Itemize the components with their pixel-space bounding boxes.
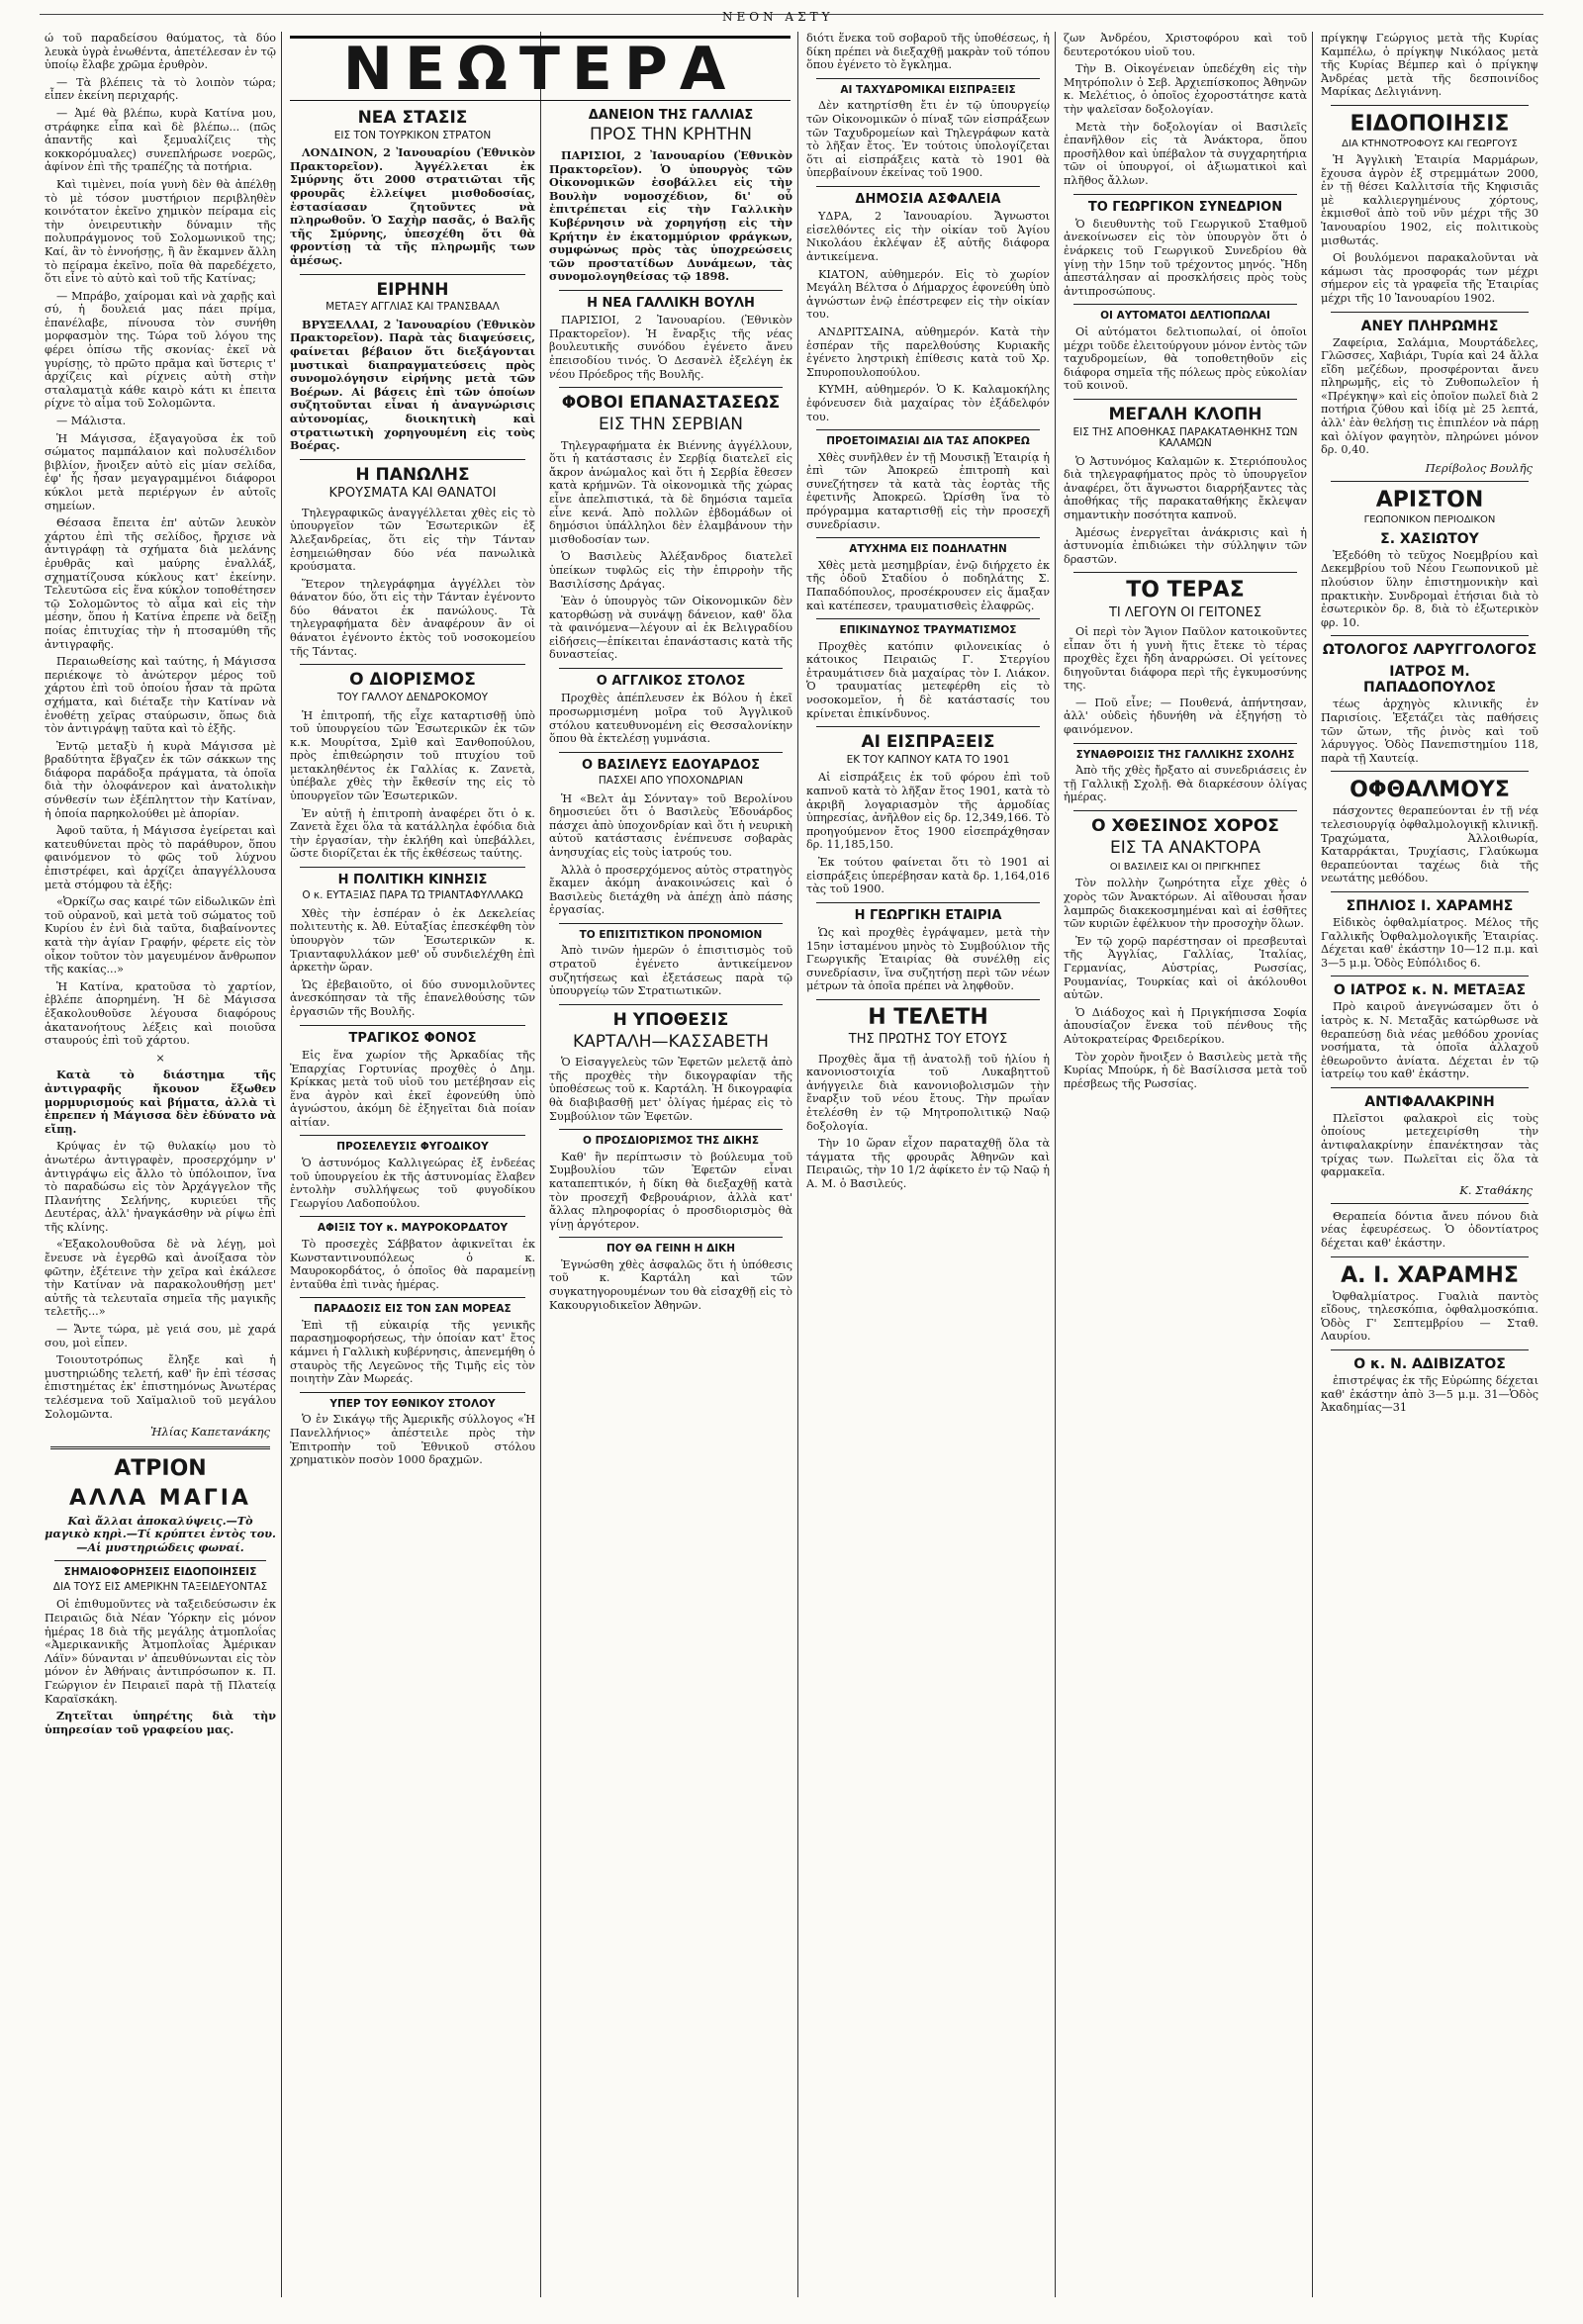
paragraph: Καὶ τιμὲνει, ποία γυνὴ δὲν θὰ ἀπέλθῃ τὸ μὲ τόσον μυστήριον περιβληθὲν κοινότατον ἐκεῖνο χημικὸν πείραμα εἰς τὴν ὀνειρευτικὴν δύναμιν τῆς πολυπράγμονος τοῦ Σολομωνικοῦ της; Καί, ἂν τὸ ἐννοήσῃς, ἢ ἂν ἔκαμνεν ἄλλη τὸ πείραμα ἐκεῖνο, ποῖα θὰ παρεδέχετο, ὅτι εἶνε τὸ αὐτὸ καὶ τοῦ τῆς Κατίνας; — [45, 177, 276, 286]
article-subheading: ΠΡΟΣ ΤΗΝ ΚΡΗΤΗΝ — [590, 125, 752, 145]
paragraph: ΛΟΝΔΙΝΟΝ, 2 Ἰανουαρίου (Ἐθνικὸν Πρακτορεῖον). Ἀγγέλλεται ἐκ Σμύρνης ὅτι 2000 στρατιῶται τῆς φρουρᾶς ἐλλείψει μισθοδοσίας, ἐστασίασαν ζητοῦντες νὰ πληρωθοῦν. Ὁ Σαχὴρ πασᾶς, ὁ Βαλῆς τῆς Σμύρνης, ὑπεσχέθη ὅτι θὰ φροντίσῃ τὰ τῆς πληρωμῆς των ἀμέσως. — [290, 145, 535, 267]
ad-name: Σ. ΧΑΣΙΩΤΟΥ — [1380, 530, 1479, 547]
article-headline: Η ΓΕΩΡΓΙΚΗ ΕΤΑΙΡΙΑ — [854, 907, 1002, 923]
paragraph: Ὁ Εἰσαγγελεὺς τῶν Ἐφετῶν μελετᾷ ἀπὸ τῆς προχθὲς τὴν δικογραφίαν τῆς ὑποθέσεως τοῦ κ. Καρτάλη. Ἡ δικογραφία θὰ διαβιβασθῇ μετ' ὀλίγας ἡμέρας εἰς τὸ Συμβούλιον τῶν Ἐφετῶν. — [549, 1056, 792, 1123]
ad-headline: ΩΤΟΛΟΓΟΣ ΛΑΡΥΓΓΟΛΟΓΟΣ — [1322, 642, 1537, 659]
column-5 — [1059, 32, 1312, 2297]
article-subheading: ΚΡΟΥΣΜΑΤΑ ΚΑΙ ΘΑΝΑΤΟΙ — [328, 486, 497, 502]
section-separator: × — [155, 1051, 165, 1065]
divider — [300, 1025, 525, 1026]
paragraph: Χθὲς συνῆλθεν ἐν τῇ Μουσικῇ Ἑταιρίᾳ ἡ ἐπὶ τῶν Ἀποκρεῶ ἐπιτροπὴ καὶ συνεζήτησεν τὰ κατὰ τὰς ἑορτὰς τῆς ἐφετινῆς Ἀποκρεῶ. Ὡρίσθη ἵνα τὸ πρόγραμμα καταρτισθῇ εἰς τὴν προσεχῆ συνεδρίασιν. — [806, 450, 1050, 531]
paragraph: Οἱ ἐπιθυμοῦντες νὰ ταξειδεύσωσιν ἐκ Πειραιῶς διὰ Νέαν Ὑόρκην εἰς μόνον ἡμέρας 18 διὰ τῆς μεγάλης ἀτμοπλοΐας «Ἀμερικανικῆς Ἀτμοπλοΐας Ἀμέρικαν Λάϊν» δύνανται ν' ἀπευθύνωνται εἰς τὸν μόνον ἐν Ἀθήναις ἀντιπρόσωπον κ. Π. Γεώργιον ἐν Πειραιεῖ παρὰ τῇ Πλατείᾳ Καραϊσκάκη. — [45, 1598, 276, 1706]
article-headline: Ο ΠΡΟΣΔΙΟΡΙΣΜΟΣ ΤΗΣ ΔΙΚΗΣ — [582, 1135, 759, 1148]
article-subheading: ΚΑΡΤΑΛΗ—ΚΑΣΣΑΒΕΤΗ — [573, 1031, 769, 1052]
paragraph: Τηλεγραφικῶς ἀναγγέλλεται χθὲς εἰς τὸ ὑπουργεῖον τῶν Ἐσωτερικῶν ἐξ Ἀλεξανδρείας, ὅτι εἰς τὴν Τάνταν ἐσημειώθησαν δύο νέα πανωλικὰ κρούσματα. — [290, 506, 535, 574]
paragraph: Τὴν Β. Οἰκογένειαν ὑπεδέχθη εἰς τὴν Μητρόπολιν ὁ Σεβ. Ἀρχιεπίσκοπος Ἀθηνῶν κ. Μελέτιος, ὁ ὁποῖος ἐχοροστάτησε κατὰ τὴν ψαλεῖσαν δοξολογίαν. — [1064, 62, 1307, 116]
page-marker: ΝΕΟΝ ΑΣΤΥ — [722, 10, 834, 24]
column-3 — [544, 103, 797, 2297]
ad-signature: Κ. Σταθάκης — [1459, 1182, 1533, 1197]
divider — [816, 429, 1040, 430]
paragraph: Ὁ Ἀστυνόμος Καλαμῶν κ. Στεριόπουλος διὰ τηλεγραφήματος πρὸς τὸ ὑπουργεῖον ἀναφέρει, ὅτι ἄγνωστοι διαρρήξαντες τὰς ἀποθήκας τῆς παρακαταθήκης ἔκλεψαν σημαντικὴν ποσότητα καπνοῦ. — [1064, 454, 1307, 522]
article-headline: ΥΠΕΡ ΤΟΥ ΕΘΝΙΚΟΥ ΣΤΟΛΟΥ — [329, 1397, 496, 1410]
paragraph: ΑΝΔΡΙΤΣΑΙΝΑ, αὐθημερόν. Κατὰ τὴν ἑσπέραν τῆς παρελθούσης Κυριακῆς ἐγένετο ληστρικὴ ἐπίθεσις κατὰ τοῦ Χρ. Σπυροπουλοπούλου. — [806, 325, 1050, 379]
article-headline: Ο ΔΙΟΡΙΣΜΟΣ — [349, 670, 476, 691]
paragraph: Εἰς ἕνα χωρίον τῆς Ἀρκαδίας τῆς Ἐπαρχίας Γορτυνίας προχθὲς ὁ Δημ. Κρίκκας μετὰ τοῦ υἱοῦ του μετέβησαν εἰς ἕνα ἀγρὸν καὶ ἐκεῖ ἐφονεύθη ὑπὸ ἀγνώστου, ἀκόμη δὲ ἐξηγεῖται διὰ ποίαν αἰτίαν. — [290, 1048, 535, 1129]
article-headline: ΣΥΝΑΘΡΟΙΣΙΣ ΤΗΣ ΓΑΛΛΙΚΗΣ ΣΧΟΛΗΣ — [1075, 748, 1295, 761]
paragraph: — Μπράβο, χαίρομαι καὶ νὰ χαρῇς καὶ σύ, ἡ δουλειά μας πάει πρίμα, ἐπανέλαβε, πίνουσα τὸν συνήθη μορφασμὸν της. Τώρα τοῦ λόγου της φέρει ὀπίσω τῆς σκονίας· ἐκεῖ νὰ γυρίσῃς, τὸ πρῶτο πρᾶμα καὶ ὕστερις τ' ἀρχίζεις καὶ ρίχνεις αὐτὴ στὴν σταλαματιὰ κάθε καιρὸ κάτι κι ἐπειτα ρίχνε τὸ αἷμα τοῦ Σολομῶντα. — [45, 289, 276, 411]
paragraph: Οἱ αὐτόματοι δελτιοπωλαί, οἱ ὁποῖοι μέχρι τοῦδε ἐλειτούργουν μόνον ἐντὸς τῶν ταχυδρομείων, θὰ τοποθετηθοῦν εἰς διάφορα σημεῖα τῆς πόλεως πρὸς εὐκολίαν τοῦ κοινοῦ. — [1064, 325, 1307, 393]
ad-text: τέως ἀρχηγὸς κλινικῆς ἐν Παρισίοις. Ἐξετάζει τὰς παθήσεις τῶν ὤτων, τῆς ῥινὸς καὶ τοῦ λάρυγγος. Ὁδὸς Πανεπιστημίου 118, παρὰ τῇ Χαυτείᾳ. — [1321, 697, 1538, 765]
paragraph: ΚΥΜΗ, αὐθημερόν. Ὁ Κ. Καλαμοκήλης ἐφόνευσεν διὰ μαχαίρας τὸν ἐξάδελφόν του. — [806, 383, 1050, 423]
divider — [816, 78, 1040, 79]
ad-name: ΙΑΤΡΟΣ Μ. ΠΑΠΑΔΟΠΟΥΛΟΣ — [1363, 664, 1496, 697]
paragraph: «Ὀρκίζω σας καιρέ τῶν εἰδωλικῶν ἐπὶ τοῦ οὐρανοῦ, καὶ μετὰ τοῦ σώματος τοῦ Κυρίου ἐν ἐνὶ διὰ ταῦτα, διαβαίνοντες κατὰ τὴν ἁγίαν Γραφήν, φέρετε εἰς τὸν οἶκον τοῦτον τὸν μαγευμένον ἄνθρωπον τῆς κακίας...» — [45, 895, 276, 976]
ad-headline: ΑΝΕΥ ΠΛΗΡΩΜΗΣ — [1360, 318, 1499, 334]
ad-headline: ΑΝΤΙΦΑΛΑΚΡΙΝΗ — [1364, 1093, 1495, 1110]
paragraph: Τὸν χορὸν ἤνοιξεν ὁ Βασιλεὺς μετὰ τῆς Κυρίας Μπούρκ, ἡ δὲ Βασίλισσα μετὰ τοῦ πρέσβεως τῆς Ρωσσίας. — [1064, 1050, 1307, 1090]
paragraph: Ὁ ἀστυνόμος Καλλιγεώρας ἐξ ἐνδεέας τοῦ ὑπουργείου ἐκ τῆς ἀστυνομίας ἔλαβεν ἐντολὴν συλλήψεως τοῦ φυγοδίκου Γεωργίου Λαδοπούλου. — [290, 1157, 535, 1210]
column-2 — [285, 103, 540, 2297]
article-headline: Η ΠΑΝΩΛΗΣ — [355, 464, 470, 485]
ad-text: Ζαφείρια, Σαλάμια, Μουρτάδελες, Γλῶσσες, Χαβιάρι, Τυρία καὶ 24 ἄλλα εἴδη μεζέδων, προσφέρονται ἄνευ πληρωμῆς, εἰς τὸ Ζυθοπωλεῖον ἡ «Πρέγκηψ» καὶ εἰς ὁποῖον πωλεῖ διὰ 2 ποτήρια ζύθου καὶ ἰδίᾳ μὲ 25 λεπτά, ἀλλ' ἐὰν θελήσῃ τις ἐπιπλέον νὰ πάρῃ καὶ ὀλίγον φαγητὸν, πληρώνει μόνον δρ. 0,40. — [1321, 335, 1538, 457]
paragraph: Ὁ Βασιλεὺς Ἀλέξανδρος διατελεῖ ὑπείκων τυφλῶς εἰς τὴν ἐπιρροὴν τῆς Βασιλίσσης Δράγας. — [549, 550, 792, 591]
article-subheading: ΕΙΣ ΤΗΣ ΑΠΟΘΗΚΑΣ ΠΑΡΑΚΑΤΑΘΗΚΗΣ ΤΩΝ ΚΑΛΑΜΩΝ — [1072, 425, 1298, 450]
article-headline: Η ΤΕΛΕΤΗ — [868, 1005, 988, 1031]
paragraph: ζων Ἀνδρέου, Χριστοφόρου καὶ τοῦ δευτεροτόκου υἱοῦ του. — [1064, 32, 1307, 58]
ad-text: πάσχοντες θεραπεύονται ἐν τῇ νέᾳ τελεσιουργίᾳ ὀφθαλμολογικῇ κλινικῇ. Τραχώματα, Ἀλλοιθωρία, Καταρράκται, Τρυχίασις, Γλαύκωμα θεραπεύονται ταχέως διὰ τῆς νεωτάτης μεθόδου. — [1321, 804, 1538, 885]
article-headline: ΦΟΒΟΙ ΕΠΑΝΑΣΤΑΣΕΩΣ — [561, 393, 781, 414]
article-subheading: ΕΚ ΤΟΥ ΚΑΠΝΟΥ ΚΑΤΑ ΤΟ 1901 — [846, 753, 1010, 766]
paragraph: Ἐκ τούτου φαίνεται ὅτι τὸ 1901 αἱ εἰσπράξεις ὑπερέβησαν κατὰ δρ. 1,164,016 τὰς τοῦ 1900. — [806, 856, 1050, 896]
column-rule — [797, 32, 798, 2297]
article-headline: ΑΙ ΤΑΧΥΔΡΟΜΙΚΑΙ ΕΙΣΠΡΑΞΕΙΣ — [840, 83, 1016, 96]
paragraph: Τοιουτοτρόπως ἔληξε καὶ ἡ μυστηριώδης τελετή, καθ' ἣν ἐπὶ τέσσας ἐπιστημέτας ἐκ' ἐπιστημόνως Ἀνωτέρας τελέσμενα τοῦ Χαϊμαλιοῦ τοῦ μεγάλου Σολομῶντα. — [45, 1353, 276, 1421]
divider — [1073, 304, 1297, 305]
paragraph: — Τὰ βλέπεις τὰ τὸ λοιπὸν τώρα; εἶπεν ἐκείνη περιχαρής. — [45, 75, 276, 103]
divider — [559, 290, 783, 291]
ad-text: Ὀφθαλμίατρος. Γυαλιὰ παντὸς εἴδους, τηλεσκόπια, ὀφθαλμοσκόπια. Ὁδὸς Γ' Σεπτεμβρίου — Σταθ. Λαυρίου. — [1321, 1289, 1538, 1344]
ad-text: ἐπιστρέψας ἐκ τῆς Εὐρώπης δέχεται καθ' ἑκάστην ἀπὸ 3—5 μ.μ. 31—Ὁδὸς Ἀκαδημίας—31 — [1321, 1374, 1538, 1415]
divider — [300, 1297, 525, 1298]
article-headline: ΠΡΟΕΤΟΙΜΑΣΙΑΙ ΔΙΑ ΤΑΣ ΑΠΟΚΡΕΩ — [826, 435, 1030, 448]
divider — [1073, 399, 1297, 400]
paragraph: Θέσασα ἔπειτα ἐπ' αὐτῶν λευκὸν χάρτου ἐπὶ τῆς σελίδος, ἤρχισε νὰ ἀντιγράφῃ τὰ σχήματα διὰ μελάνης ἐρυθρᾶς καὶ μαύρης ἐναλλάξ, σχηματίζουσα κύκλους κατ' ἐκείνην. Τελευτῶσα εἰς ἕνα κύκλον τοποθέτησεν τῷ Σολομῶντος τὸ αἷμα καὶ εἰς τὴν μέσην, ὅπου ἡ Κατίνα ἐπρεπε νὰ δεῖξῃ ποίας ἐπιτυχίας τὴν ἡ πτοσαμύθη τῆς ἀντιγραφῆς. — [45, 516, 276, 651]
article-headline: ΤΡΑΓΙΚΟΣ ΦΟΝΟΣ — [348, 1030, 477, 1046]
article-subheading: ΤΟΥ ΓΑΛΛΟΥ ΔΕΝΔΡΟΚΟΜΟΥ — [336, 691, 489, 703]
divider — [50, 1446, 270, 1449]
article-headline: ΔΗΜΟΣΙΑ ΑΣΦΑΛΕΙΑ — [855, 191, 1001, 207]
divider — [300, 867, 525, 868]
article-headline: ΑΦΙΞΙΣ ΤΟΥ κ. ΜΑΥΡΟΚΟΡΔΑΤΟΥ — [317, 1222, 509, 1235]
column-1 — [40, 32, 281, 2297]
divider — [1331, 1203, 1529, 1204]
paragraph: — Ποῦ εἶνε; — Πουθενά, ἀπήντησαν, ἀλλ' οὐδεὶς ἠδυνήθη νὰ ἐξηγήσῃ τὸ φαινόμενον. — [1064, 696, 1307, 737]
paragraph: — Ἄντε τώρα, μὲ γειά σου, μὲ χαρά σου, μοὶ εἶπεν. — [45, 1323, 276, 1349]
article-headline: ΔΑΝΕΙΟΝ ΤΗΣ ΓΑΛΛΙΑΣ — [588, 108, 754, 123]
article-headline: ΜΕΓΑΛΗ ΚΛΟΠΗ — [1108, 404, 1262, 424]
paragraph: Ἐὰν ὁ ὑπουργὸς τῶν Οἰκονομικῶν δὲν κατορθώσῃ νὰ συνάψῃ δάνειον, καθ' ὅλα τὰ φαινόμενα—λέγουν αἱ ἐκ Βελιγραδίου εἰδήσεις—ἐπίκειται ἐπανάστασις κατὰ τῆς δυναστείας. — [549, 595, 792, 662]
article-headline: Η ΥΠΟΘΕΣΙΣ — [612, 1009, 729, 1030]
divider — [300, 1216, 525, 1217]
article-headline: ΝΕΑ ΣΤΑΣΙΣ — [357, 108, 468, 128]
paragraph: Τηλεγραφήματα ἐκ Βιέννης ἀγγέλλουν, ὅτι ἡ κατάστασις ἐν Σερβίᾳ διατελεῖ εἰς ἄκρον ἀνώμαλος καὶ ὅτι ἡ Σερβία ἔθεσεν κατὰ κρήμνῶν. Τὰ οἰκονομικὰ τῆς χώρας εἶνε ἀπελπιστικά, τὰ δὲ δημόσια ταμεῖα εἶνε κενά. Ἀπὸ πολλῶν ἐβδομάδων οἱ δημόσιοι ὑπάλληλοι δὲν ἐλαμβάνουν τὴν μισθοδοσίαν των. — [549, 438, 792, 546]
article-headline: Ο ΧΘΕΣΙΝΟΣ ΧΟΡΟΣ — [1091, 816, 1279, 836]
divider — [559, 923, 783, 924]
paragraph: Ἡ ἐπιτροπή, τῆς εἶχε καταρτισθῇ ὑπὸ τοῦ ὑπουργείου τῶν Ἐσωτερικῶν ἐκ τῶν κ.κ. Μουρίτσα, Σμὶθ καὶ Ξανθοπούλου, πρὸς ἐπιθεώρησιν τοῦ πτυχίου τοῦ μετακληθέντος ἐκ Γαλλίας κ. Ζανετὰ, ὑπέβαλε χθὲς τὴν ἔκθεσίν της εἰς τὸ ὑπουργεῖον τῶν Ἐσωτερικῶν. — [290, 708, 535, 803]
banner-area — [285, 32, 795, 101]
section-banner: ΝΕΩΤΕΡΑ — [290, 36, 791, 101]
article-subheading: Ο κ. ΕΥΤΑΞΙΑΣ ΠΑΡΑ ΤΩ ΤΡΙΑΝΤΑΦΥΛΛΑΚΩ — [302, 889, 523, 902]
ad-headline: Ο κ. Ν. ΑΔΙΒΙΖΑΤΟΣ — [1353, 1356, 1506, 1372]
paragraph: Προχθὲς ἀπέπλευσεν ἐκ Βόλου ἡ ἐκεῖ προσωρμισμένη μοῖρα τοῦ Ἀγγλικοῦ στόλου κατευθυνομένη εἰς Θεσσαλονίκην ὅπου θὰ ἐκτελέσῃ γυμνάσια. — [549, 692, 792, 746]
article-subheading: ΕΙΣ ΤΟΝ ΤΟΥΡΚΙΚΟΝ ΣΤΡΑΤΟΝ — [333, 129, 492, 141]
ad-text: Ἡ Ἀγγλικὴ Ἑταιρία Μαρμάρων, ἔχουσα ἀγρὸν ἐξ στρεμμάτων 2000, ἐν τῇ θέσει Καλλιτσία τῆς Κηφισιᾶς μὲ καλλιεργημένους χόρτους, ἐκμισθοῖ ἀπὸ τοῦ νῦν μέχρι τῆς 30 Ἰανουαρίου 1902, εἰς πολιτικοὺς μισθωτάς. — [1321, 152, 1538, 247]
ad-text: Εἰδικὸς ὀφθαλμίατρος. Μέλος τῆς Γαλλικῆς Ὀφθαλμολογικῆς Ἑταιρίας. Δέχεται καθ' ἑκάστην 10—12 π.μ. καὶ 3—5 μ.μ. Ὁδὸς Εὐπόλιδος 6. — [1321, 915, 1538, 970]
paragraph: Χθὲς μετὰ μεσημβρίαν, ἐνῷ διήρχετο ἐκ τῆς ὁδοῦ Σταδίου ὁ ποδηλάτης Σ. Παπαδόπουλος, προσέκρουσεν εἰς ἅμαξαν καὶ κατέπεσεν, τραυματισθεὶς ἐλαφρῶς. — [806, 558, 1050, 612]
ad-text: Οἱ βουλόμενοι παρακαλοῦνται νὰ κάμωσι τὰς προσφοράς των μέχρι σήμερον εἰς τὰ γραφεῖα τῆς Ἑταιρίας μέχρι τῆς 10 Ἰανουαρίου 1902. — [1321, 251, 1538, 305]
divider — [816, 999, 1040, 1000]
column-4 — [801, 32, 1055, 2297]
article-subheading: Καὶ ἄλλαι ἀποκαλύψεις.—Τὸ μαγικὸ κηρὶ.—Τί κρύπτει ἐντὸς του.—Αἱ μυστηριώδεις φωναί. — [45, 1513, 276, 1554]
article-headline: ΠΑΡΑΔΟΣΙΣ ΕΙΣ ΤΟΝ ΣΑΝ ΜΟΡΕΑΣ — [314, 1303, 512, 1316]
ad-headline: Α. Ι. ΧΑΡΑΜΗΣ — [1341, 1262, 1519, 1288]
divider — [1331, 891, 1529, 892]
article-headline: ΤΟ ΤΕΡΑΣ — [1126, 578, 1245, 604]
divider — [1331, 312, 1529, 313]
paragraph: Ἐπὶ τῇ εὐκαιρίᾳ τῆς γενικῆς παρασημοφορήσεως, τὴν ὁποίαν κατ' ἔτος κάμνει ἡ Γαλλικὴ κυβέρνησις, ἀπενεμήθη ὁ σταυρὸς τῆς Λεγεῶνος τῆς Τιμῆς εἰς τὸν ποιητὴν Ζὰν Μωρεάς. — [290, 1318, 535, 1386]
ad-text: Πρὸ καιροῦ ἀνεγνώσαμεν ὅτι ὁ ἰατρὸς κ. Ν. Μεταξᾶς κατώρθωσε νὰ θεραπεύσῃ διὰ νέας μεθόδου χρονίας νοσήματα, τὰ ὁποῖα ἀλλαχοῦ ἐθεωροῦντο ἀνίατα. Δέχεται ἐν τῷ ἰατρείῳ του καθ' ἑκάστην. — [1321, 1000, 1538, 1081]
ad-subheading: ΓΕΩΠΟΝΙΚΟΝ ΠΕΡΙΟΔΙΚΟΝ — [1363, 513, 1496, 525]
divider — [816, 186, 1040, 187]
article-subheading: ΠΑΣΧΕΙ ΑΠΟ ΥΠΟΧΟΝΔΡΙΑΝ — [598, 775, 744, 788]
divider — [816, 902, 1040, 903]
article-headline: ΠΡΟΣΕΛΕΥΣΙΣ ΦΥΓΟΔΙΚΟΥ — [336, 1141, 489, 1154]
paragraph: Ἡ «Βελτ ἀμ Σόννταγ» τοῦ Βερολίνου δημοσιεύει ὅτι ὁ Βασιλεὺς Ἐδουάρδος πάσχει ἀπὸ ὑποχονδρίαν καὶ ὅτι ἡ νευρικὴ αὐτοῦ κατάστασις ἐνέπνευσε σοβαρὰς ἀνησυχίας εἰς τοὺς ἰατρούς του. — [549, 791, 792, 859]
article-headline: Η ΠΟΛΙΤΙΚΗ ΚΙΝΗΣΙΣ — [337, 873, 488, 888]
ad-text: Θεραπεία δόντια ἄνευ πόνου διὰ νέας ἐφευρέσεως. Ὁ ὀδοντίατρος δέχεται καθ' ἑκάστην. — [1321, 1209, 1538, 1251]
divider — [1331, 1087, 1529, 1088]
divider — [559, 1129, 783, 1130]
article-headline: Ο ΑΓΓΛΙΚΟΣ ΣΤΟΛΟΣ — [596, 674, 746, 690]
divider — [300, 1135, 525, 1136]
section-heading: ΑΤΡΙΟΝ — [114, 1456, 207, 1482]
article-subheading: ΕΙΣ ΤΗΝ ΣΕΡΒΙΑΝ — [599, 414, 743, 434]
paragraph: ΠΑΡΙΣΙΟΙ, 2 Ἰανουαρίου (Ἐθνικὸν Πρακτορεῖον). Ὁ ὑπουργὸς τῶν Οἰκονομικῶν ἐσοβάλλει εἰς τὴν Βουλὴν νομοσχέδιον, δι' οὗ ἐπιτρέπεται εἰς τὴν Γαλλικὴν Κυβέρνησιν νὰ χορηγήσῃ εἰς τὴν Κρήτην ἐν ἑκατομμύριον φράγκων, συμφώνως πρὸς τὰς ὑποχρεώσεις τῶν προστατίδων Δυνάμεων, τὰς συνομολογηθείσας τῷ 1898. — [549, 147, 792, 284]
divider — [300, 459, 525, 460]
article-subheading: ΤΙ ΛΕΓΟΥΝ ΟΙ ΓΕΙΤΟΝΕΣ — [1108, 604, 1262, 620]
paragraph: Ὡς ἐβεβαιοῦτο, οἱ δύο συνομιλοῦντες ἀνεσκόπησαν τὰ τῆς ἐπανελθούσης τῶν ἐργασιῶν τῆς Βουλῆς. — [290, 977, 535, 1019]
divider — [559, 668, 783, 669]
divider — [816, 618, 1040, 619]
article-subheading: ΜΕΤΑΞΥ ΑΓΓΛΙΑΣ ΚΑΙ ΤΡΑΝΣΒΑΑΛ — [326, 301, 500, 314]
paragraph: Ἐν αὐτῇ ἡ ἐπιτροπὴ ἀναφέρει ὅτι ὁ κ. Ζανετὰ ἔχει ὅλα τὰ κατάλληλα ἐφόδια διὰ τὴν ἐργασίαν, τὴν ἐκλήθη καὶ ὑπεβάλλει, ὥστε διορίζεται ἐκ τῆς ἐκθέσεως ταύτης. — [290, 806, 535, 861]
ad-headline: ΟΦΘΑΛΜΟΥΣ — [1350, 778, 1510, 803]
ad-signature: Περίβολος Βουλῆς — [1425, 460, 1533, 475]
ad-subheading: ΔΙΑ ΚΤΗΝΟΤΡΟΦΟΥΣ ΚΑΙ ΓΕΩΡΓΟΥΣ — [1342, 138, 1518, 149]
paragraph: Ζητεῖται ὑπηρέτης διὰ τὴν ὑπηρεσίαν τοῦ γραφείου μας. — [45, 1709, 276, 1736]
divider — [1331, 1256, 1529, 1257]
paragraph: Κατὰ τὸ διάστημα τῆς ἀντιγραφῆς ἤκουον ἔξωθεν μορμυρισμούς καὶ βήματα, ἀλλὰ τὶ ἐπρεπεν ἡ Μάγισσα δὲν ἐδύνατο νὰ εἴπῃ. — [45, 1068, 276, 1136]
column-rule — [540, 32, 541, 2297]
article-headline: ΑΤΥΧΗΜΑ ΕΙΣ ΠΟΔΗΛΑΤΗΝ — [849, 543, 1007, 556]
divider — [54, 1560, 266, 1561]
paragraph: Οἱ περὶ τὸν Ἅγιον Παῦλον κατοικοῦντες εἶπαν ὅτι ἡ γυνὴ ἥτις ἔτεκε τὸ τέρας προχθὲς ἔχει ἤδη ἀναρρώσει. Οἱ γείτονες διηγοῦνται διάφορα περὶ τῆς ἐγκυμοσύνης της. — [1064, 624, 1307, 693]
divider — [559, 1004, 783, 1005]
paragraph: Περαιωθείσης καὶ ταύτης, ἡ Μάγισσα περιέκοψε τὸ ἀνώτερον μέρος τοῦ χάρτου ἐπὶ τοῦ ὁποίου ἦσαν τὰ πρῶτα σχήματα, καὶ διέταξε τὴν Κατίναν νὰ ἐνοθέτῃ χεῖρας σταύρωσιν, ὅπως διὰ τὸν ἀντιγράψῃ ταῦτα καὶ τὸ ἑξῆς. — [45, 655, 276, 736]
paragraph: Κρύψας ἐν τῷ θυλακίῳ μου τὸ ἀνωτέρω ἀντιγραφὲν, προσερχόμην ν' ἀντιγράψω εἰς ἄλλο τὸ ὑπόλοιπον, ἵνα τὸ παραδώσω εἰς τὸν Ἀρχάγγελον τῆς Πλανήτης Σελήνης, κυριεύει τῆς Δευτέρας, ἀλλ' ἠναγκάσθην νὰ ρίψω ἐπὶ τῆς κλίνης. — [45, 1140, 276, 1234]
paragraph: Ἐν τῷ χορῷ παρέστησαν οἱ πρεσβευταὶ τῆς Ἀγγλίας, Γαλλίας, Ἰταλίας, Γερμανίας, Αὐστρίας, Ρωσσίας, Ρουμανίας, Τουρκίας καὶ οἱ ἀκόλουθοι αὐτῶν. — [1064, 934, 1307, 1002]
divider — [1331, 481, 1529, 482]
divider — [1331, 105, 1529, 106]
paragraph: Καθ' ἣν περίπτωσιν τὸ βούλευμα τοῦ Συμβουλίου τῶν Ἐφετῶν εἶναι καταπεπτικόν, ἡ δίκη θὰ διεξαχθῇ κατὰ τὸν προσεχῆ Φεβρουάριον, ἀλλὰ κατ' ἄλλας πληροφορίας ὁ προσδιορισμὸς θὰ γίνῃ ἀργότερον. — [549, 1150, 792, 1231]
paragraph: Ἀφοῦ ταῦτα, ἡ Μάγισσα ἐγείρεται καὶ κατευθύνεται πρὸς τὸ παράθυρον, ὅπου φαινόμενον τὸ φῶς τοῦ λύχνου ἐπιστρέφει, καὶ ἀρχίζει ἀπαγγέλλουσα μετὰ στόμφου τὰ ἑξῆς: — [45, 824, 276, 891]
paragraph: ώ τοῦ παραδείσου θαύματος, τὰ δύο λευκὰ ὑγρὰ ἐνωθέντα, ἀπετέλεσαν ἐν τῷ ὑποίῳ ἔλαβε χρῶμα ἐρυθρὸν. — [45, 32, 276, 72]
paragraph: Ὁ διευθυντὴς τοῦ Γεωργικοῦ Σταθμοῦ ἀνεκοίνωσεν εἰς τὸν ὑπουργὸν ὅτι ὁ ἐνάρκεις τοῦ Γεωργικοῦ Συνεδρίου θὰ γίνῃ τὴν 15ην τοῦ τρέχοντος μηνός. Ἤδη ἀπεστάλησαν αἱ προσκλήσεις πρὸς τοὺς ἀντιπροσώπους. — [1064, 217, 1307, 298]
paragraph: Ἀλλὰ ὁ προσερχόμενος αὐτὸς στρατηγὸς ἔκαμεν ἀκόμη ἀνακοινώσεις καὶ ὁ Βασιλεὺς διετάχθη νὰ ἀπέχῃ ἀπὸ πάσης ἐργασίας. — [549, 863, 792, 917]
paragraph: ΥΔΡΑ, 2 Ἰανουαρίου. Ἄγνωστοι εἰσελθόντες εἰς τὴν οἰκίαν τοῦ Ἀγίου Νικολάου ἐκλέψαν ἐξ αὐτῆς διάφορα ἀντικείμενα. — [806, 210, 1050, 263]
column-rule — [281, 32, 282, 2297]
paragraph: Ἐντῷ μεταξὺ ἡ κυρὰ Μάγισσα μὲ βραδύτητα ἔβγαζεν ἐκ τῶν σάκκων της διάφορα παράδοξα πράγματα, τὰ ὁποῖα διὰ τὴν ὁλοφάνερον καὶ ἀνατολικὴν σύνθεσίν των ἐξέπληττον τὴν Κατίναν, ἡ ὁποία παρηκολούθει μὲ ἀπορίαν. — [45, 739, 276, 820]
paragraph: — Ἀμέ θὰ βλέπω, κυρὰ Κατίνα μου, στράφηκε εἶπα καὶ δὲ βλέπω... (πῶς ἀπαντῆς καὶ ξεμυαλίζεις τὴς κοκκορόμυαλες) συνεπλήρωσε νοερῶς, ἀφίνον ἐπὶ τῆς τραπέζης τὰ ποτήρια. — [45, 106, 276, 174]
paragraph: Ἐγνώσθη χθὲς ἀσφαλῶς ὅτι ἡ ὑπόθεσις τοῦ κ. Καρτάλη καὶ τῶν συγκατηγορουμένων του θὰ εἰσαχθῇ εἰς τὸ Κακουργιοδικεῖον Ἀθηνῶν. — [549, 1257, 792, 1312]
divider — [300, 664, 525, 665]
divider — [300, 274, 525, 275]
paragraph: Δὲν κατηρτίσθη ἔτι ἐν τῷ ὑπουργείῳ τῶν Οἰκονομικῶν ὁ πίναξ τῶν εἰσπράξεων τῶν Ταχυδρομείων καὶ Τηλεγράφων κατὰ τὸ λῆξαν ἔτος. Ἐν τούτοις ὑπολογίζεται ὅτι αἱ εἰσπράξεις κατὰ τὸ 1901 θὰ ὑπερβαίνουν ἐκείνας τοῦ 1900. — [806, 99, 1050, 180]
column-rule — [1055, 32, 1056, 2297]
article-headline: ΤΟ ΓΕΩΡΓΙΚΟΝ ΣΥΝΕΔΡΙΟΝ — [1087, 199, 1283, 215]
paragraph: Αἱ εἰσπράξεις ἐκ τοῦ φόρου ἐπὶ τοῦ καπνοῦ κατὰ τὸ λῆξαν ἔτος 1901, κατὰ τὸ ἀκριβῆ λογαριασμὸν τῆς ἁρμοδίας ὑπηρεσίας, ἀνῆλθον εἰς δρ. 12,349,166. Τὸ προηγούμενον ἔτος 1900 εἰσεπράχθησαν δρ. 11,185,150. — [806, 771, 1050, 852]
article-headline: ΕΠΙΚΙΝΔΥΝΟΣ ΤΡΑΥΜΑΤΙΣΜΟΣ — [839, 624, 1017, 637]
divider — [1073, 572, 1297, 573]
paragraph: Ὡς καὶ προχθὲς ἐγράψαμεν, μετὰ τὴν 15ην ἰσταμένου μηνὸς τὸ Συμβούλιον τῆς Γεωργικῆς Ἑταιρίας θὰ συνέλθῃ εἰς συνεδρίασιν, ἵνα συζητήσῃ περὶ τῶν νέων μέτρων τὰ ὁποῖα πρέπει νὰ ληφθοῦν. — [806, 926, 1050, 993]
paragraph: «Ἐξακολουθοῦσα δὲ νὰ λέγῃ, μοὶ ἔνευσε νὰ ἐγερθῶ καὶ ἀνοίξασα τὸν φῶτην, ἐξέτεινε τὴν χεῖρα καὶ ἐκάλεσε τὴν Κατίναν νὰ παρακολουθήσῃ μετ' αὐτῆς τὰ τελευταῖα σημεῖα τῆς μαγικῆς τελετῆς...» — [45, 1238, 276, 1319]
paragraph: Ἀμέσως ἐνεργεῖται ἀνάκρισις καὶ ἡ ἀστυνομία ἐπιδιώκει τὴν σύλληψιν τῶν δραστῶν. — [1064, 525, 1307, 566]
paragraph: Προχθὲς ἅμα τῇ ἀνατολῇ τοῦ ἡλίου ἡ κανονιοστοιχία τοῦ Λυκαβηττοῦ ἀνήγγειλε διὰ κανονιοβολισμῶν τὴν ἔναρξιν τοῦ νέου ἔτους. Τὴν πρωΐαν ἐτελέσθη ἐν τῷ Μητροπολιτικῷ Ναῷ δοξολογία. — [806, 1052, 1050, 1133]
divider — [559, 1237, 783, 1238]
paragraph: Ἀπὸ τινῶν ἡμερῶν ὁ ἐπισιτισμὸς τοῦ στρατοῦ ἐγένετο ἀντικείμενον συζητήσεως καὶ ἐξετάσεως παρὰ τῷ ὑπουργείῳ τῶν Στρατιωτικῶν. — [549, 944, 792, 998]
article-headline: ΕΙΡΗΝΗ — [376, 279, 449, 300]
article-headline: Ο ΒΑΣΙΛΕΥΣ ΕΔΟΥΑΡΔΟΣ — [581, 757, 760, 773]
paragraph: — Μάλιστα. — [56, 415, 127, 428]
divider — [816, 726, 1040, 727]
ad-headline: ΑΡΙΣΤΟΝ — [1375, 487, 1484, 512]
paragraph: Ἀπὸ τῆς χθὲς ἤρξατο αἱ συνεδριάσεις ἐν τῇ Γαλλικῇ Σχολῇ. Θὰ διαρκέσουν ὀλίγας ἡμέρας. — [1064, 764, 1307, 804]
article-kicker: ΟΙ ΒΑΣΙΛΕΙΣ ΚΑΙ ΟΙ ΠΡΙΓΚΗΠΕΣ — [1109, 862, 1261, 874]
paragraph: Ἡ Κατίνα, κρατοῦσα τὸ χαρτίον, ἐβλέπε ἀπορημένη. Ἡ δὲ Μάγισσα ἐξακολουθοῦσε λέγουσα διαφόρους ἀκατανοήτους λέξεις καὶ ποιοῦσα σταυρούς ἐπὶ τοῦ χάρτου. — [45, 979, 276, 1048]
ad-text: Πλεῖστοι φαλακροὶ εἰς τοὺς ὁποίους μετεχειρίσθη τὴν ἀντιφαλακρίνην ἐπανέκτησαν τὰς τρίχας των. Πωλεῖται εἰς ὅλα τὰ φαρμακεῖα. — [1321, 1111, 1538, 1179]
ad-headline: ΣΠΗΛΙΟΣ Ι. ΧΑΡΑΜΗΣ — [1346, 897, 1514, 914]
divider — [300, 1392, 525, 1393]
paragraph: διότι ἕνεκα τοῦ σοβαροῦ τῆς ὑποθέσεως, ἡ δίκη πρέπει νὰ διεξαχθῇ μακρὰν τοῦ τόπου ὅπου ἐγένετο τὸ ἔγκλημα. — [806, 32, 1050, 72]
ad-headline: Ο ΙΑΤΡΟΣ κ. Ν. ΜΕΤΑΞΑΣ — [1333, 982, 1527, 999]
divider — [816, 537, 1040, 538]
paragraph: ΠΑΡΙΣΙΟΙ, 2 Ἰανουαρίου. (Ἐθνικὸν Πρακτορεῖον). Ἡ ἔναρξις τῆς νέας βουλευτικῆς συνόδου ἐγένετο ἄνευ ἐπεισοδίου τινός. Ὁ Δεσανὲλ ἐξελέγη ἐκ νέου Πρόεδρος τῆς Βουλῆς. — [549, 314, 792, 381]
newspaper-page — [40, 10, 1543, 2309]
article-headline: ΟΙ ΑΥΤΟΜΑΤΟΙ ΔΕΛΤΙΟΠΩΛΑΙ — [1100, 310, 1270, 323]
article-subheading: ΤΗΣ ΠΡΩΤΗΣ ΤΟΥ ΕΤΟΥΣ — [848, 1032, 1008, 1048]
article-headline: Η ΝΕΑ ΓΑΛΛΙΚΗ ΒΟΥΛΗ — [587, 295, 755, 311]
column-6-ads — [1316, 32, 1543, 2297]
ad-subheading: ΔΙΑ ΤΟΥΣ ΕΙΣ ΑΜΕΡΙΚΗΝ ΤΑΞΕΙΔΕΥΟΝΤΑΣ — [52, 1580, 268, 1593]
paragraph: Μετὰ τὴν δοξολογίαν οἱ Βασιλεῖς ἐπανῆλθον εἰς τὰ Ἀνάκτορα, ὅπου προσῆλθον καὶ ὑπέβαλον τὰ συγχαρητήρια τῶν οἱ ὑπουργοί, οἱ ἀξιωματικοὶ καὶ πλῆθος ἄλλων. — [1064, 120, 1307, 187]
paragraph: Ὁ Διάδοχος καὶ ἡ Πριγκήπισσα Σοφία ἀπουσίαζον ἕνεκα τοῦ πένθους τῆς Αὐτοκρατείρας Φρειδερίκου. — [1064, 1005, 1307, 1046]
article-headline: ΑΛΛΑ ΜΑΓΙΑ — [69, 1486, 251, 1512]
ad-text: Ἐξεδόθη τὸ τεῦχος Νοεμβρίου καὶ Δεκεμβρίου τοῦ Νέου Γεωπονικοῦ μὲ πλούσιον ὕλην ἐπιστημονικὴν καὶ πρακτικὴν. Συνδρομαὶ ἐτήσιαι διὰ τὸ ἐσωτερικὸν δρ. 8, διὰ τὸ ἐξωτερικὸν φρ. 10. — [1321, 548, 1538, 629]
paragraph: Τὸν πολλὴν ζωηρότητα εἶχε χθὲς ὁ χορὸς τῶν Ἀνακτόρων. Αἱ αἴθουσαι ἦσαν λαμπρῶς διακεκοσμημέναι καὶ αἱ ἐσθῆτες τῶν κυριῶν ἐφέλκυον τὴν προσοχὴν ὅλων. — [1064, 877, 1307, 931]
column-rule — [1312, 32, 1313, 2297]
divider — [1073, 194, 1297, 195]
paragraph: Τὸ προσεχὲς Σάββατον ἀφικνεῖται ἐκ Κωνσταντινουπόλεως ὁ κ. Μαυροκορδάτος, ὁ ὁποῖος θὰ παραμείνῃ ἐνταῦθα ἐπὶ τινὰς ἡμέρας. — [290, 1237, 535, 1291]
article-subheading: ΕΙΣ ΤΑ ΑΝΑΚΤΟΡΑ — [1109, 837, 1261, 858]
paragraph: Τὴν 10 ὥραν εἶχον παραταχθῇ ὅλα τὰ τάγματα τῆς φρουρᾶς Ἀθηνῶν καὶ Πειραιῶς, τὴν 10 1/2 ἀφίκετο ἐν τῷ Ναῷ ἡ Α. Μ. ὁ Βασιλεύς. — [806, 1137, 1050, 1190]
paragraph: πρίγκηψ Γεώργιος μετὰ τῆς Κυρίας Καμπέλω, ὁ πρίγκηψ Νικόλαος μετὰ τῆς Κυρίας Βέμπερ καὶ ὁ πρίγκηψ Ἀνδρέας μετὰ τῆς δεσποινίδος Μαρίκας Δελιγιάννη. — [1321, 32, 1538, 99]
article-headline: ΑΙ ΕΙΣΠΡΑΞΕΙΣ — [861, 732, 995, 753]
author-signature: Ἠλίας Καπετανάκης — [150, 1425, 270, 1440]
divider — [1331, 771, 1529, 772]
paragraph: Προχθὲς κατόπιν φιλονεικίας ὁ κάτοικος Πειραιῶς Γ. Στεργίου ἐτραυμάτισεν διὰ μαχαίρας τὸν Ι. Λιάκον. Ὁ τραυματίας μετεφέρθη εἰς τὸ νοσοκομεῖον, ἡ δὲ κατάστασίς του κρίνεται ἐπικίνδυνος. — [806, 639, 1050, 720]
divider — [1073, 743, 1297, 744]
divider — [559, 387, 783, 388]
divider — [1331, 635, 1529, 636]
divider — [1073, 810, 1297, 811]
article-headline: ΤΟ ΕΠΙΣΙΤΙΣΤΙΚΟΝ ΠΡΟΝΟΜΙΟΝ — [579, 928, 763, 941]
paragraph: Χθὲς τὴν ἑσπέραν ὁ ἐκ Δεκελείας πολιτευτὴς κ. Ἀθ. Εὐταξίας ἐπεσκέφθη τὸν ὑπουργὸν τῶν Ἐσωτερικῶν κ. Τριανταφυλλάκον μεθ' οὗ συνδιελέχθη ἐπὶ ἀρκετὴν ὥραν. — [290, 906, 535, 975]
paragraph: Ἡ Μάγισσα, ἐξαγαγοῦσα ἐκ τοῦ σώματος παμπάλαιον καὶ πολυσέλιδον βιβλίον, ἤνοιξεν αὐτὸ εἰς μίαν σελίδα, ἐφ' ἧς ἦσαν μεγαγραμμένοι διάφοροι κύκλοι μετὰ περιέργων ἐν αὐτοῖς σημείων. — [45, 431, 276, 512]
paragraph: Ἕτερον τηλεγράφημα ἀγγέλλει τὸν θάνατον δύο, ὅτι εἰς τὴν Τάνταν ἐγένοντο δύο θάνατοι ἐκ πανώλους. Τὰ τηλεγραφήματα δὲν ἀναφέρουν ἂν οἱ θάνατοι ἐγένοντο ἐκτὸς τοῦ νοσοκομείου τῆς Τάντας. — [290, 577, 535, 658]
article-headline: ΠΟΥ ΘΑ ΓΕΙΝΗ Η ΔΙΚΗ — [605, 1243, 736, 1255]
divider — [1331, 1349, 1529, 1350]
divider — [559, 752, 783, 753]
paragraph: ΚΙΑΤΟΝ, αὐθημερόν. Εἰς τὸ χωρίον Μεγάλη Βέλτσα ὁ Δήμαρχος ἐφονεύθη ὑπὸ ἀγνώστων ἐνῷ ἐπέστρεφεν εἰς τὴν οἰκίαν του. — [806, 267, 1050, 322]
paragraph: Ὁ ἐν Σικάγῳ τῆς Ἀμερικῆς σύλλογος «Ἡ Πανελλήνιος» ἀπέστειλε πρὸς τὴν Ἐπιτροπὴν τοῦ Ἐθνικοῦ στόλου χρηματικὸν ποσὸν 1000 δραχμῶν. — [290, 1413, 535, 1467]
paragraph: ΒΡΥΞΕΛΛΑΙ, 2 Ἰανουαρίου (Ἐθνικὸν Πρακτορεῖον). Παρὰ τὰς διαψεύσεις, φαίνεται βέβαιον ὅτι διεξάγονται μυστικαὶ διαπραγματεύσεις πρὸς συνομολόγησιν εἰρήνης μετὰ τῶν Βοέρων. Αἱ βάσεις ἐπὶ τῶν ὁποίων συζητοῦνται εἶναι ἡ ἀναγνώρισις αὐτονομίας, διοικητικὴ καὶ στρατιωτικὴ χορηγουμένη εἰς τοὺς Βοέρας. — [290, 317, 535, 453]
ad-headline: ΣΗΜΑΙΟΦΟΡΗΣΕΙΣ ΕΙΔΟΠΟΙΗΣΕΙΣ — [63, 1566, 257, 1579]
ad-headline: ΕΙΔΟΠΟΙΗΣΙΣ — [1350, 111, 1510, 137]
